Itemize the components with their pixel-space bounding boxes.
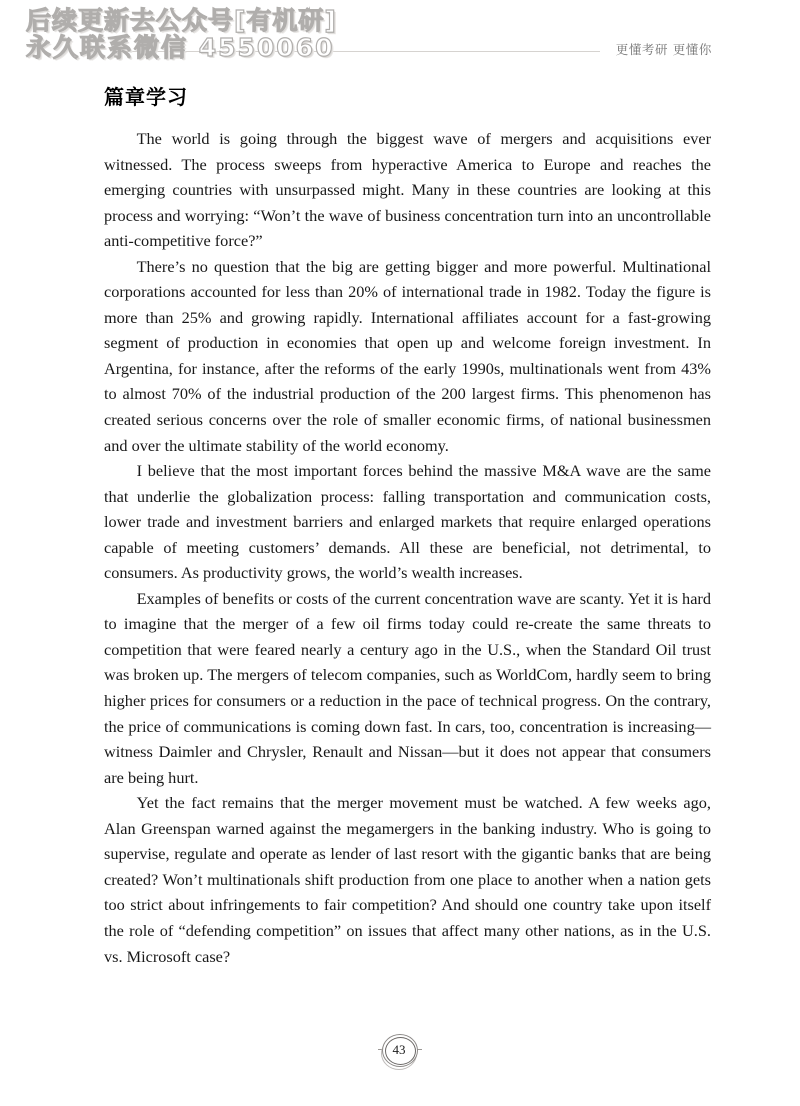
page-number: 43 (392, 1041, 406, 1057)
body-paragraph: I believe that the most important forces behind the massive M&A wave are the same that underlie the globalization process: falling transportation and communication costs, lower trade and investment barriers and enlarged markets that require enlarged operations capable of meeting customers’ demands. All these are beneficial, not detrimental, to consumers. As productivity grows, the world’s wealth increases. (104, 461, 711, 583)
article-body (104, 126, 711, 969)
body-paragraph: Examples of benefits or costs of the current concentration wave are scanty. Yet it is hard to imagine that the merger of a few oil firms today could re-create the same threats to competition that were feared nearly a century ago in the U.S., when the Standard Oil trust was broken up. The mergers of telecom companies, such as WorldCom, hardly seem to bring higher prices for consumers or a reduction in the pace of technical progress. On the contrary, the price of communications is coming down fast. In cars, too, concentration is increasing—witness Daimler and Chrysler, Renault and Nissan—but it does not appear that consumers are being hurt. (104, 588, 711, 787)
section-heading: 篇章学习 (104, 85, 188, 109)
page-header (0, 34, 800, 70)
body-paragraph: There’s no question that the big are getting bigger and more powerful. Multinational corporations accounted for less than 20% of international trade in 1982. Today the figure is more than 25% and growing rapidly. International affiliates account for a fast-growing segment of production in economies that open up and welcome foreign investment. In Argentina, for instance, after the reforms of the early 1990s, multinationals went from 43% to almost 70% of the industrial production of the 200 largest firms. This phenomenon has created serious concerns over the role of smaller economic firms, of national businessmen and over the ultimate stability of the world economy. (104, 256, 711, 455)
watermark-line-2: 永久联系微信 4550060 (26, 33, 335, 62)
content-column (104, 84, 711, 969)
page-number-medallion (378, 1032, 422, 1072)
body-paragraph: The world is going through the biggest wave of mergers and acquisitions ever witnessed. The process sweeps from hyperactive America to Europe and reaches the emerging countries with unsurpassed might. Many in these countries are looking at this process and worrying: “Won’t the wave of business concentration turn into an uncontrollable anti-competitive force?” (104, 129, 711, 251)
body-paragraph: Yet the fact remains that the merger movement must be watched. A few weeks ago, Alan Greenspan warned against the megamergers in the banking industry. Who is going to supervise, regulate and operate as lender of last resort with the gigantic banks that are being created? Won’t multinationals shift production from one place to another when a nation gets too strict about infringements to fair competition? And should one country take upon itself the role of “defending competition” on issues that affect many other nations, as in the U.S. vs. Microsoft case? (104, 793, 711, 966)
header-divider-rule (120, 51, 600, 52)
watermark-line-1: 后续更新去公众号[有机研] (26, 6, 337, 35)
header-brand-text: 更懂考研 更懂你 (615, 42, 712, 57)
